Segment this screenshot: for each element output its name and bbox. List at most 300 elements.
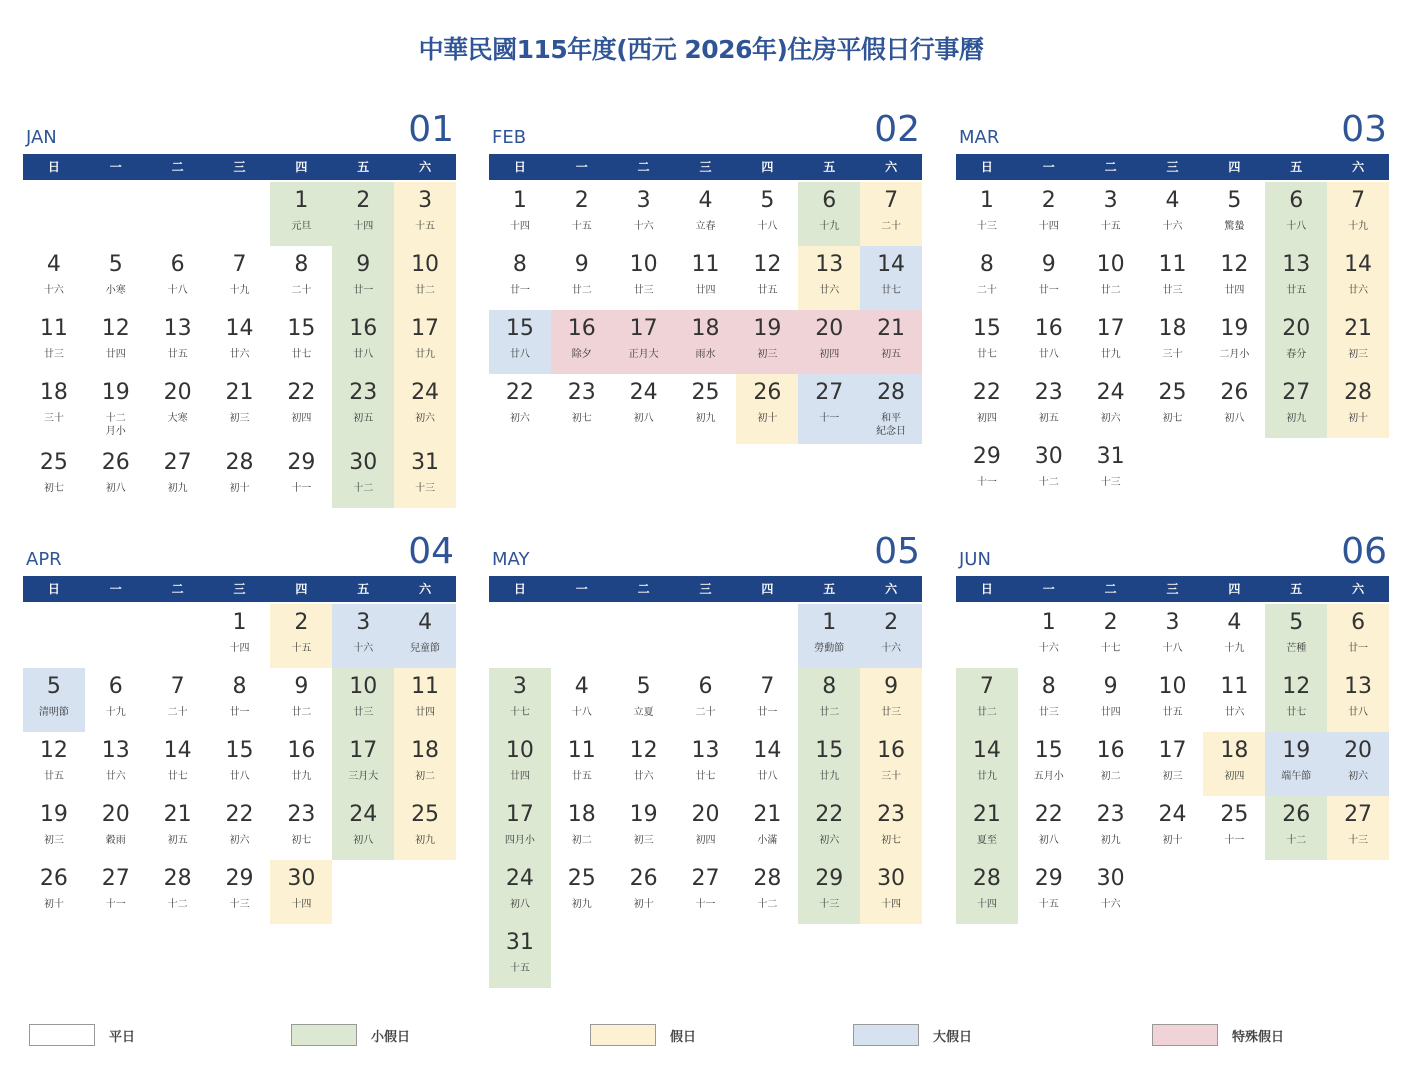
day-number: 6	[698, 674, 713, 699]
lunar-date: 初十	[229, 483, 250, 494]
lunar-date: 初九	[695, 413, 716, 424]
day-cell	[332, 246, 394, 310]
day-number: 5	[636, 674, 651, 699]
lunar-date: 廿三	[1162, 285, 1183, 296]
lunar-date: 三十	[1162, 349, 1183, 360]
day-number: 12	[101, 316, 130, 341]
day-cell	[675, 668, 737, 732]
day-number: 2	[884, 610, 899, 635]
day-number: 25	[411, 802, 440, 827]
lunar-date: 初六	[229, 835, 250, 846]
day-number: 5	[1289, 610, 1304, 635]
day-cell	[613, 668, 675, 732]
lunar-date: 廿八	[757, 771, 778, 782]
lunar-date: 十三	[229, 899, 250, 910]
month-may	[489, 522, 922, 988]
lunar-date: 廿一	[229, 707, 250, 718]
day-cell	[1327, 182, 1389, 246]
day-number: 4	[698, 188, 713, 213]
day-number: 9	[356, 252, 371, 277]
day-cell	[23, 732, 85, 796]
lunar-date: 初四	[291, 413, 312, 424]
lunar-date: 廿五	[1162, 707, 1183, 718]
day-cell	[270, 732, 332, 796]
day-number: 16	[1034, 316, 1063, 341]
day-cell	[551, 374, 613, 444]
day-cell	[332, 796, 394, 860]
legend-item-b	[853, 1024, 972, 1046]
day-cell	[1203, 182, 1265, 246]
empty-cell	[23, 182, 85, 246]
day-number: 29	[972, 444, 1001, 469]
day-number: 16	[349, 316, 378, 341]
lunar-date: 三十	[881, 771, 902, 782]
day-cell	[1327, 796, 1389, 860]
weekday-label: 五	[357, 582, 370, 596]
day-number: 18	[1158, 316, 1187, 341]
weekday-label: 日	[980, 582, 993, 596]
weekday-label: 三	[1166, 582, 1179, 596]
weekday-label: 六	[885, 582, 898, 596]
day-number: 25	[567, 866, 596, 891]
day-cell	[860, 182, 922, 246]
weekday-label: 六	[419, 160, 432, 174]
day-number: 14	[1344, 252, 1373, 277]
legend-label: 假日	[670, 1029, 697, 1045]
month-mar	[956, 100, 1389, 502]
day-number: 30	[287, 866, 316, 891]
day-cell	[675, 796, 737, 860]
day-cell	[1142, 604, 1204, 668]
lunar-date: 三月大	[348, 771, 379, 782]
day-number: 11	[411, 674, 440, 699]
day-cell	[147, 444, 209, 508]
lunar-date: 立夏	[633, 707, 654, 718]
lunar-date: 廿二	[415, 285, 436, 296]
day-cell	[1327, 604, 1389, 668]
day-number: 11	[1220, 674, 1249, 699]
day-cell	[489, 182, 551, 246]
month-name: APR	[26, 549, 62, 570]
day-number: 8	[232, 674, 247, 699]
lunar-date: 廿七	[881, 285, 902, 296]
empty-cell	[675, 604, 737, 668]
day-cell	[394, 796, 456, 860]
day-cell	[332, 668, 394, 732]
day-number: 4	[1165, 188, 1180, 213]
lunar-date: 大寒	[167, 413, 188, 424]
lunar-date: 十一	[105, 899, 126, 910]
legend-swatch	[590, 1024, 656, 1046]
lunar-date: 十六	[1162, 221, 1183, 232]
day-cell	[1203, 310, 1265, 374]
day-number: 18	[1220, 738, 1249, 763]
lunar-date: 廿三	[43, 349, 64, 360]
day-cell	[147, 668, 209, 732]
lunar-date: 十五	[415, 221, 436, 232]
day-cell	[613, 732, 675, 796]
lunar-date: 廿二	[571, 285, 592, 296]
weekday-label: 五	[823, 160, 836, 174]
lunar-date: 初四	[1224, 771, 1245, 782]
lunar-date: 廿二	[819, 707, 840, 718]
weekday-label: 一	[109, 582, 122, 596]
day-number: 19	[753, 316, 782, 341]
day-cell	[1080, 732, 1142, 796]
day-cell	[1265, 246, 1327, 310]
empty-cell	[147, 604, 209, 668]
lunar-date: 小寒	[105, 285, 126, 296]
day-grid	[23, 182, 456, 508]
lunar-date: 十五	[509, 963, 530, 974]
lunar-date: 廿五	[167, 349, 188, 360]
lunar-date: 廿四	[1224, 285, 1245, 296]
day-number: 20	[815, 316, 844, 341]
day-number: 26	[101, 450, 130, 475]
lunar-date: 十六	[633, 221, 654, 232]
day-cell	[1080, 668, 1142, 732]
day-cell	[798, 246, 860, 310]
lunar-date: 十八	[757, 221, 778, 232]
day-cell	[1203, 796, 1265, 860]
day-cell	[1265, 374, 1327, 438]
weekday-label: 六	[1352, 582, 1365, 596]
day-number: 13	[1282, 252, 1311, 277]
day-number: 1	[1041, 610, 1056, 635]
lunar-date: 廿一	[353, 285, 374, 296]
day-cell	[675, 310, 737, 374]
day-number: 21	[225, 380, 254, 405]
day-number: 3	[636, 188, 651, 213]
legend-swatch	[853, 1024, 919, 1046]
day-number: 11	[39, 316, 68, 341]
day-number: 17	[349, 738, 378, 763]
day-number: 7	[1351, 188, 1366, 213]
day-cell	[270, 860, 332, 924]
day-cell	[489, 860, 551, 924]
day-cell	[394, 604, 456, 668]
day-number: 10	[411, 252, 440, 277]
day-number: 9	[1103, 674, 1118, 699]
day-cell	[209, 732, 271, 796]
page-title: 中華民國115年度(西元 2026年)住房平假日行事曆	[418, 35, 984, 64]
weekday-header	[489, 154, 922, 180]
day-number: 23	[567, 380, 596, 405]
day-number: 24	[349, 802, 378, 827]
day-number: 10	[349, 674, 378, 699]
empty-cell	[147, 182, 209, 246]
day-number: 18	[691, 316, 720, 341]
day-number: 6	[822, 188, 837, 213]
empty-cell	[489, 604, 551, 668]
day-cell	[613, 246, 675, 310]
day-number: 15	[505, 316, 534, 341]
weekday-label: 一	[1042, 582, 1055, 596]
weekday-label: 三	[699, 582, 712, 596]
lunar-date: 初七	[881, 835, 902, 846]
lunar-date: 廿八	[509, 349, 530, 360]
lunar-date: 廿三	[1038, 707, 1059, 718]
day-number: 26	[1220, 380, 1249, 405]
day-number: 18	[411, 738, 440, 763]
day-cell	[1265, 796, 1327, 860]
day-cell	[956, 668, 1018, 732]
day-grid	[489, 182, 922, 444]
day-number: 7	[170, 674, 185, 699]
lunar-date: 初八	[1224, 413, 1245, 424]
day-number: 3	[1103, 188, 1118, 213]
lunar-date: 五月小	[1033, 771, 1064, 782]
weekday-label: 二	[637, 582, 650, 596]
day-cell	[1080, 860, 1142, 924]
lunar-date: 初八	[509, 899, 530, 910]
lunar-date: 初三	[1162, 771, 1183, 782]
day-cell	[613, 310, 675, 374]
day-cell	[147, 310, 209, 374]
lunar-date: 清明節	[38, 707, 69, 718]
lunar-date: 初二	[571, 835, 592, 846]
lunar-date: 春分	[1286, 349, 1307, 360]
day-number: 12	[1220, 252, 1249, 277]
day-number: 21	[877, 316, 906, 341]
lunar-date: 廿二	[291, 707, 312, 718]
day-number: 20	[101, 802, 130, 827]
day-number: 19	[629, 802, 658, 827]
lunar-date: 廿六	[1224, 707, 1245, 718]
day-cell	[675, 860, 737, 924]
day-number: 7	[884, 188, 899, 213]
lunar-date: 十六	[1038, 643, 1059, 654]
lunar-date: 廿八	[1038, 349, 1059, 360]
day-cell	[1018, 604, 1080, 668]
weekday-label: 四	[295, 160, 308, 174]
day-number: 30	[1096, 866, 1125, 891]
day-number: 18	[567, 802, 596, 827]
day-cell	[23, 310, 85, 374]
day-number: 5	[46, 674, 61, 699]
month-feb	[489, 100, 922, 444]
lunar-date: 芒種	[1286, 643, 1307, 654]
day-cell	[736, 374, 798, 444]
day-cell	[1018, 668, 1080, 732]
weekday-label: 一	[575, 160, 588, 174]
day-number: 17	[629, 316, 658, 341]
day-cell	[23, 246, 85, 310]
legend-swatch	[291, 1024, 357, 1046]
lunar-date: 初八	[105, 483, 126, 494]
legend-label: 小假日	[371, 1029, 411, 1045]
lunar-date: 除夕	[571, 349, 592, 360]
lunar-date: 初七	[571, 413, 592, 424]
lunar-date: 初六	[415, 413, 436, 424]
lunar-date: 二十	[291, 285, 312, 296]
day-cell	[798, 796, 860, 860]
lunar-date: 十九	[1348, 221, 1369, 232]
day-number: 7	[232, 252, 247, 277]
empty-cell	[23, 604, 85, 668]
day-cell	[394, 246, 456, 310]
lunar-date: 初六	[509, 413, 530, 424]
day-number: 19	[39, 802, 68, 827]
weekday-label: 二	[171, 160, 184, 174]
day-number: 2	[294, 610, 309, 635]
day-number: 27	[163, 450, 192, 475]
day-number: 12	[39, 738, 68, 763]
empty-cell	[956, 604, 1018, 668]
day-cell	[489, 246, 551, 310]
day-number: 6	[1351, 610, 1366, 635]
day-number: 21	[1344, 316, 1373, 341]
day-number: 18	[39, 380, 68, 405]
day-number: 3	[512, 674, 527, 699]
day-cell	[1142, 668, 1204, 732]
day-number: 6	[170, 252, 185, 277]
day-number: 12	[1282, 674, 1311, 699]
lunar-date: 初二	[1100, 771, 1121, 782]
day-number: 26	[753, 380, 782, 405]
weekday-label: 六	[885, 160, 898, 174]
day-number: 10	[1158, 674, 1187, 699]
lunar-date: 二十	[881, 221, 902, 232]
day-cell	[394, 310, 456, 374]
lunar-date: 廿五	[757, 285, 778, 296]
weekday-label: 四	[295, 582, 308, 596]
day-cell	[332, 732, 394, 796]
day-cell	[270, 444, 332, 508]
lunar-date: 初九	[1100, 835, 1121, 846]
day-cell	[613, 374, 675, 444]
day-cell	[1142, 732, 1204, 796]
day-number: 8	[822, 674, 837, 699]
day-number: 15	[815, 738, 844, 763]
lunar-date: 廿六	[229, 349, 250, 360]
day-number: 12	[753, 252, 782, 277]
day-number: 9	[884, 674, 899, 699]
day-cell	[489, 732, 551, 796]
day-cell	[1203, 668, 1265, 732]
weekday-label: 二	[1104, 582, 1117, 596]
day-cell	[147, 860, 209, 924]
day-number: 8	[512, 252, 527, 277]
day-cell	[613, 796, 675, 860]
lunar-date: 廿九	[291, 771, 312, 782]
day-number: 7	[979, 674, 994, 699]
month-header	[956, 522, 1389, 572]
lunar-date: 三十	[43, 413, 64, 424]
month-number: 04	[408, 531, 454, 572]
day-cell	[956, 796, 1018, 860]
day-cell	[798, 668, 860, 732]
month-header	[23, 100, 456, 150]
weekday-label: 五	[1290, 582, 1303, 596]
day-cell	[394, 374, 456, 444]
day-cell	[1142, 374, 1204, 438]
lunar-date: 十二	[1286, 835, 1307, 846]
lunar-date: 廿二	[976, 707, 997, 718]
day-cell	[551, 182, 613, 246]
lunar-date: 正月大	[628, 349, 659, 360]
lunar-date: 廿五	[43, 771, 64, 782]
lunar-date: 十三	[1100, 477, 1121, 488]
day-number: 19	[1282, 738, 1311, 763]
day-cell	[798, 310, 860, 374]
day-cell	[209, 310, 271, 374]
day-number: 15	[972, 316, 1001, 341]
day-cell	[23, 860, 85, 924]
weekday-label: 日	[47, 160, 60, 174]
day-cell	[1203, 732, 1265, 796]
day-number: 31	[411, 450, 440, 475]
day-cell	[209, 668, 271, 732]
day-cell	[736, 182, 798, 246]
weekday-label: 一	[1042, 160, 1055, 174]
day-cell	[332, 444, 394, 508]
day-cell	[270, 182, 332, 246]
lunar-date: 夏至	[976, 835, 997, 846]
lunar-date: 四月小	[504, 835, 535, 846]
day-cell	[1265, 310, 1327, 374]
legend-item-s	[291, 1024, 410, 1046]
lunar-date: 二十	[167, 707, 188, 718]
day-number: 27	[815, 380, 844, 405]
lunar-date: 立春	[695, 221, 716, 232]
day-number: 14	[753, 738, 782, 763]
weekday-label: 二	[171, 582, 184, 596]
day-cell	[1080, 796, 1142, 860]
day-number: 13	[815, 252, 844, 277]
day-cell	[394, 668, 456, 732]
month-number: 02	[874, 109, 920, 150]
day-number: 21	[972, 802, 1001, 827]
day-number: 15	[287, 316, 316, 341]
day-cell	[956, 374, 1018, 438]
day-cell	[613, 860, 675, 924]
lunar-date: 廿四	[695, 285, 716, 296]
lunar-date: 十八	[1286, 221, 1307, 232]
lunar-date: 穀雨	[105, 835, 126, 846]
day-number: 8	[979, 252, 994, 277]
lunar-date: 二十	[695, 707, 716, 718]
day-number: 1	[979, 188, 994, 213]
day-cell	[394, 732, 456, 796]
day-cell	[1327, 310, 1389, 374]
legend-swatch	[1152, 1024, 1218, 1046]
month-name: JAN	[26, 127, 57, 148]
day-number: 11	[691, 252, 720, 277]
day-cell	[613, 182, 675, 246]
day-number: 29	[815, 866, 844, 891]
day-number: 1	[294, 188, 309, 213]
weekday-label: 六	[1352, 160, 1365, 174]
day-cell	[956, 732, 1018, 796]
day-cell	[860, 860, 922, 924]
lunar-date: 廿八	[229, 771, 250, 782]
day-cell	[1142, 246, 1204, 310]
empty-cell	[736, 604, 798, 668]
day-number: 27	[691, 866, 720, 891]
lunar-date: 廿六	[105, 771, 126, 782]
day-number: 23	[877, 802, 906, 827]
lunar-date: 初六	[819, 835, 840, 846]
weekday-header	[489, 576, 922, 602]
day-number: 23	[349, 380, 378, 405]
lunar-date: 廿六	[1348, 285, 1369, 296]
day-number: 29	[287, 450, 316, 475]
day-cell	[1142, 310, 1204, 374]
day-number: 2	[356, 188, 371, 213]
lunar-date: 廿四	[509, 771, 530, 782]
legend	[0, 1024, 1402, 1048]
